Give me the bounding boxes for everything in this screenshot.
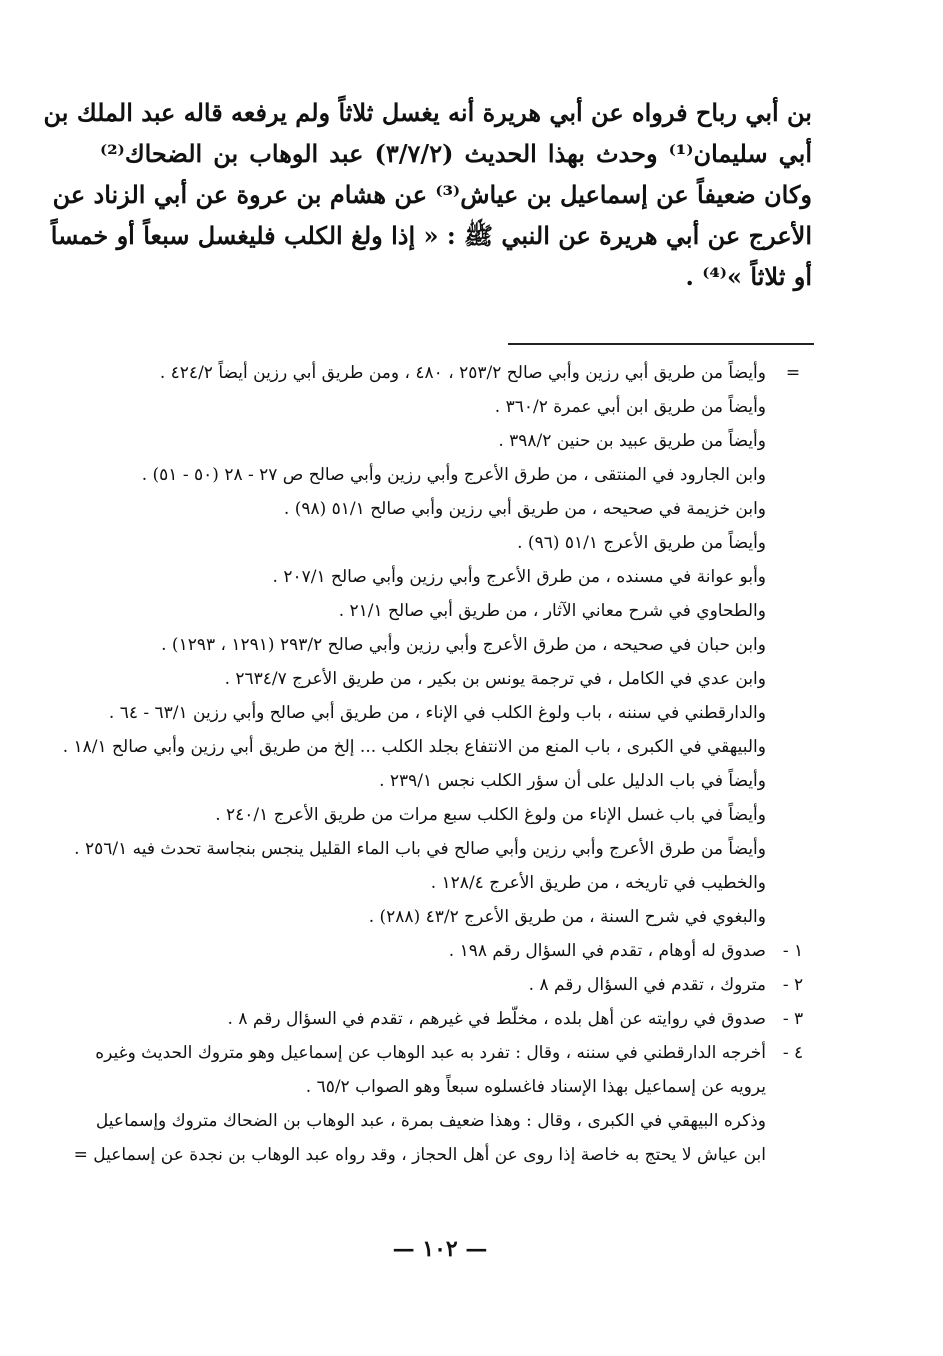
footnote-line [96, 560, 818, 594]
footnote-text: صدوق له أوهام ، تقدم في السؤال رقم ١٩٨ . [448, 941, 766, 961]
footnote-text: أخرجه الدارقطني في سننه ، وقال : تفرد به عبد الوهاب عن إسماعيل وهو متروك الحديث وغيره [95, 1043, 766, 1063]
main-line: الأعرج عن أبي هريرة عن النبي ﷺ : « إذا ولغ الكلب فليغسل سبعاً أو خمساً [50, 221, 812, 250]
footnote-line [96, 764, 818, 798]
footnote-line [96, 390, 818, 424]
footnote-number: ١ - [782, 941, 804, 961]
continuation-mark: = [785, 363, 801, 383]
footnote-line [73, 1138, 818, 1172]
footnote-numbered [96, 1036, 818, 1070]
footnote-numbered [96, 1002, 818, 1036]
footnote-text: ابن عياش لا يحتج به خاصة إذا روى عن أهل الحجاز ، وقد رواه عبد الوهاب بن نجدة عن إسماعيل = [73, 1145, 766, 1165]
footnote-text: متروك ، تقدم في السؤال رقم ٨ . [528, 975, 766, 995]
main-line: أو ثلاثاً »⁽⁴⁾ . [685, 262, 812, 291]
footnote-text: صدوق في روايته عن أهل بلده ، مخلّط في غيرهم ، تقدم في السؤال رقم ٨ . [227, 1009, 766, 1029]
main-line: أبي سليمان⁽¹⁾ وحدث بهذا الحديث (٣/٧/٢) عبد الوهاب بن الضحاك⁽²⁾ [100, 139, 812, 168]
footnote-text: والدارقطني في سننه ، باب ولوغ الكلب في الإناء ، من طريق أبي صالح وأبي رزين ٦٣/١ - ٦٤ . [108, 703, 766, 723]
footnote-line [96, 662, 818, 696]
footnotes [62, 356, 818, 1172]
footnote-line [96, 798, 818, 832]
footnote-text: وابن عدي في الكامل ، في ترجمة يونس بن بكير ، من طريق الأعرج ٢٦٣٤/٧ . [224, 669, 766, 689]
footnote-line [96, 458, 818, 492]
footnote-text: وذكره البيهقي في الكبرى ، وقال : وهذا ضعيف بمرة ، عبد الوهاب بن الضحاك متروك وإسماعيل [95, 1111, 766, 1131]
footnote-line [74, 832, 818, 866]
footnote-line [96, 1070, 818, 1104]
footnote-text: وابن الجارود في المنتقى ، من طرق الأعرج وأبي رزين وأبي صالح ص ٢٧ - ٢٨ (٥٠ - ٥١) . [141, 465, 766, 485]
footnote-line [96, 594, 818, 628]
footnote-numbered [96, 968, 818, 1002]
footnote-text: والخطيب في تاريخه ، من طريق الأعرج ١٢٨/٤ . [430, 873, 766, 893]
main-line: بن أبي رباح فرواه عن أبي هريرة أنه يغسل ثلاثاً ولم يرفعه قاله عبد الملك بن [43, 98, 812, 127]
footnote-line [96, 1104, 818, 1138]
footnote-text: يرويه عن إسماعيل بهذا الإسناد فاغسلوه سبعاً وهو الصواب ٦٥/٢ . [305, 1077, 766, 1097]
footnote-text: وأيضاً من طريق ابن أبي عمرة ٣٦٠/٢ . [494, 397, 766, 417]
footnote-line [96, 696, 818, 730]
footnote-text: والبغوي في شرح السنة ، من طريق الأعرج ٤٣/٢ (٢٨٨) . [368, 907, 766, 927]
footnote-text: وأيضاً من طريق أبي رزين وأبي صالح ٢٥٣/٢ ، ٤٨٠ ، ومن طريق أبي رزين أيضاً ٤٢٤/٢ . [159, 363, 766, 383]
footnote-text: والطحاوي في شرح معاني الآثار ، من طريق أبي صالح ٢١/١ . [338, 601, 766, 621]
footnote-line [96, 628, 818, 662]
footnote-numbered [96, 934, 818, 968]
footnote-line [96, 492, 818, 526]
footnote-number: ٣ - [782, 1009, 804, 1029]
footnote-text: وأيضاً من طريق الأعرج ٥١/١ (٩٦) . [517, 533, 766, 553]
footnote-number: ٤ - [782, 1043, 804, 1063]
footnote-text: وأيضاً في باب الدليل على أن سؤر الكلب نجس ٢٣٩/١ . [379, 771, 766, 791]
footnote-text: وابن خزيمة في صحيحه ، من طريق أبي رزين وأبي صالح ٥١/١ (٩٨) . [283, 499, 766, 519]
footnote-separator [508, 343, 814, 345]
footnote-number: ٢ - [782, 975, 804, 995]
footnote-text: والبيهقي في الكبرى ، باب المنع من الانتفاع بجلد الكلب ... إلخ من طريق أبي رزين وأبي صالح ١٨/١ . [62, 737, 766, 757]
footnote-line [96, 526, 818, 560]
footnote-line [62, 730, 818, 764]
footnote-text: وأبو عوانة في مسنده ، من طرق الأعرج وأبي رزين وأبي صالح ٢٠٧/١ . [272, 567, 766, 587]
footnote-line [96, 866, 818, 900]
footnote-line [96, 424, 818, 458]
footnote-line [96, 356, 818, 390]
footnote-text: وأيضاً من طريق عبيد بن حنين ٣٩٨/٢ . [498, 431, 766, 451]
page-number: — ١٠٢ — [392, 1236, 488, 1262]
footnote-line [96, 900, 818, 934]
footnote-text: وأيضاً في باب غسل الإناء من ولوغ الكلب سبع مرات من طريق الأعرج ٢٤٠/١ . [215, 805, 766, 825]
main-line: وكان ضعيفاً عن إسماعيل بن عياش⁽³⁾ عن هشام بن عروة عن أبي الزناد عن [52, 180, 812, 209]
main-text [43, 92, 812, 297]
footnote-text: وأيضاً من طرق الأعرج وأبي رزين وأبي صالح في باب الماء القليل ينجس بنجاسة تحدث فيه ٢٥٦/١ . [74, 839, 766, 859]
footnote-text: وابن حبان في صحيحه ، من طرق الأعرج وأبي رزين وأبي صالح ٢٩٣/٢ (١٢٩١ ، ١٢٩٣) . [161, 635, 766, 655]
